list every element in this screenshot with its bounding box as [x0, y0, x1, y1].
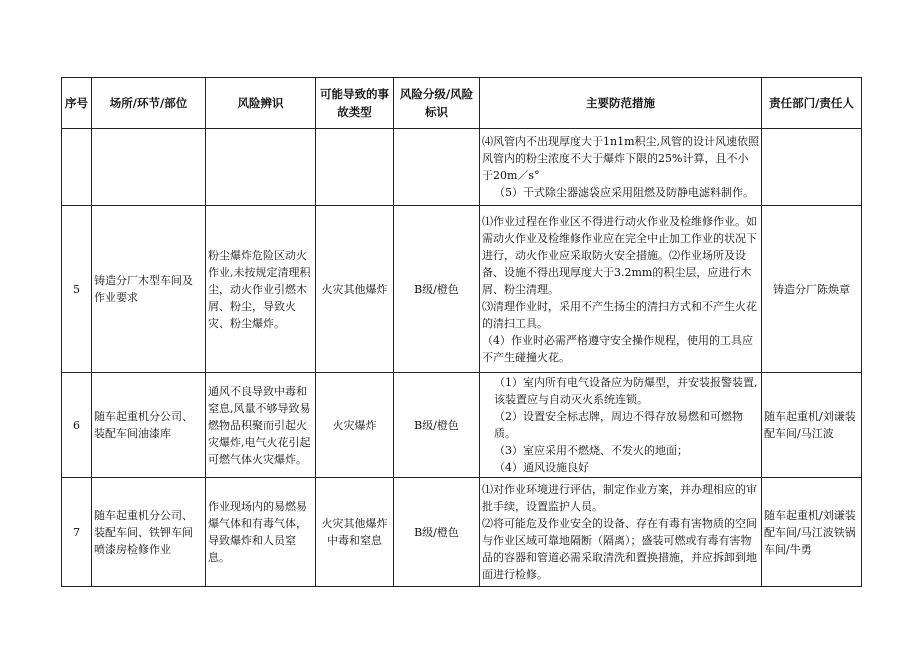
cell-level: B级/橙色 — [394, 478, 480, 587]
measure-line: （3）室应采用不燃烧、不发火的地面； — [494, 444, 688, 457]
cell-location: 铸造分厂木型车间及作业要求 — [92, 206, 206, 373]
cell-measures — [480, 129, 762, 206]
cell-location: 随车起重机分公司、装配车间、铁钾车间喷漆房检修作业 — [92, 478, 206, 587]
measure-line: （2）设置安全标志牌，周边不得存放易燃和可燃物质。 — [494, 410, 743, 440]
cell-accident: 火灾爆炸 — [316, 373, 394, 478]
cell-location: 随车起重机分公司、装配车间油漆库 — [92, 373, 206, 478]
header-row — [62, 78, 862, 129]
cell-risk: 作业现场内的易燃易爆气体和有毒气体，导致爆炸和人员窒息。 — [206, 478, 316, 587]
measure-line: ⑶清理作业时，采用不产生扬尘的清扫方式和不产生火花的清扫工具。 — [482, 299, 757, 330]
cell-level: B级/橙色 — [394, 206, 480, 373]
table-row — [62, 206, 862, 373]
cell-measures — [480, 373, 762, 478]
header-measures: 主要防范措施 — [480, 78, 762, 129]
measure-line: （5）干式除尘器滤袋应采用阻燃及防静电滤料制作。 — [494, 186, 754, 199]
measure-line: ⑵将可能危及作业安全的设备、存在有毒有害物质的空间与作业区域可靠地隔断（隔离）；盛装可燃或有毒有害物品的容器和管道必需采取清洗和置换措施，并应拆卸到地面进行检修。 — [482, 517, 757, 581]
header-risk-level: 风险分级/风险标识 — [394, 78, 480, 129]
cell-accident: 火灾其他爆炸中毒和窒息 — [316, 478, 394, 587]
cell-responsible: 随车起重机/刘谦装配车间/马江波 — [762, 373, 862, 478]
cell-risk: 通风不良导致中毒和窒息,风量不够导致易燃物品积聚而引起火灾爆炸,电气火花引起可燃气体火灾爆炸。 — [206, 373, 316, 478]
cell-responsible: 铸造分厂陈焕章 — [762, 206, 862, 373]
cell-measures — [480, 206, 762, 373]
cell-measures — [480, 478, 762, 587]
cell-level — [394, 129, 480, 206]
cell-accident — [316, 129, 394, 206]
measure-line: （4）通风设施良好 — [494, 461, 589, 474]
header-risk-id: 风险辨识 — [206, 78, 316, 129]
table-row — [62, 129, 862, 206]
cell-risk — [206, 129, 316, 206]
cell-seq — [62, 129, 92, 206]
measure-line: （4）作业时必需严格遵守安全操作规程，使用的工具应不产生碰撞火花。 — [482, 333, 753, 364]
cell-seq: 6 — [62, 373, 92, 478]
header-seq: 序号 — [62, 78, 92, 129]
table-row — [62, 373, 862, 478]
cell-seq: 7 — [62, 478, 92, 587]
measure-line: ⑷风管内不出现厚度大于1n1m积尘,风管的设计风速依照风管内的粉尘浓度不大于爆炸下限的25%计算，且不小于20m／s° — [482, 135, 760, 182]
header-accident-type: 可能导致的事故类型 — [316, 78, 394, 129]
risk-table — [61, 77, 862, 587]
cell-risk: 粉尘爆炸危险区动火作业,未按规定清理积尘，动火作业引燃木屑、粉尘，导致火灾、粉尘爆炸。 — [206, 206, 316, 373]
cell-level: B级/橙色 — [394, 373, 480, 478]
cell-responsible — [762, 129, 862, 206]
measure-line: ⑴对作业环境进行评估，制定作业方案，并办理相应的审批手续，设置监护人员。 — [482, 483, 757, 513]
measure-line: ⑴作业过程在作业区不得进行动火作业及检维修作业。如需动火作业及检维修作业应在完全中止加工作业的状况下进行，动火作业应采取防火安全措施。⑵作业场所及设备、设施不得出现厚度大于3.2mm的积尘层，应进行木屑、粉尘清理。 — [482, 214, 757, 296]
cell-location — [92, 129, 206, 206]
table-row — [62, 478, 862, 587]
cell-seq: 5 — [62, 206, 92, 373]
measure-line: （1）室内所有电气设备应为防爆型，并安装报警装置,该装置应与自动灭火系统连锁。 — [494, 376, 758, 406]
header-location: 场所/环节/部位 — [92, 78, 206, 129]
cell-responsible: 随车起重机/刘谦装配车间/马江波铁锅车间/牛勇 — [762, 478, 862, 587]
header-responsible: 责任部门/责任人 — [762, 78, 862, 129]
cell-accident: 火灾其他爆炸 — [316, 206, 394, 373]
